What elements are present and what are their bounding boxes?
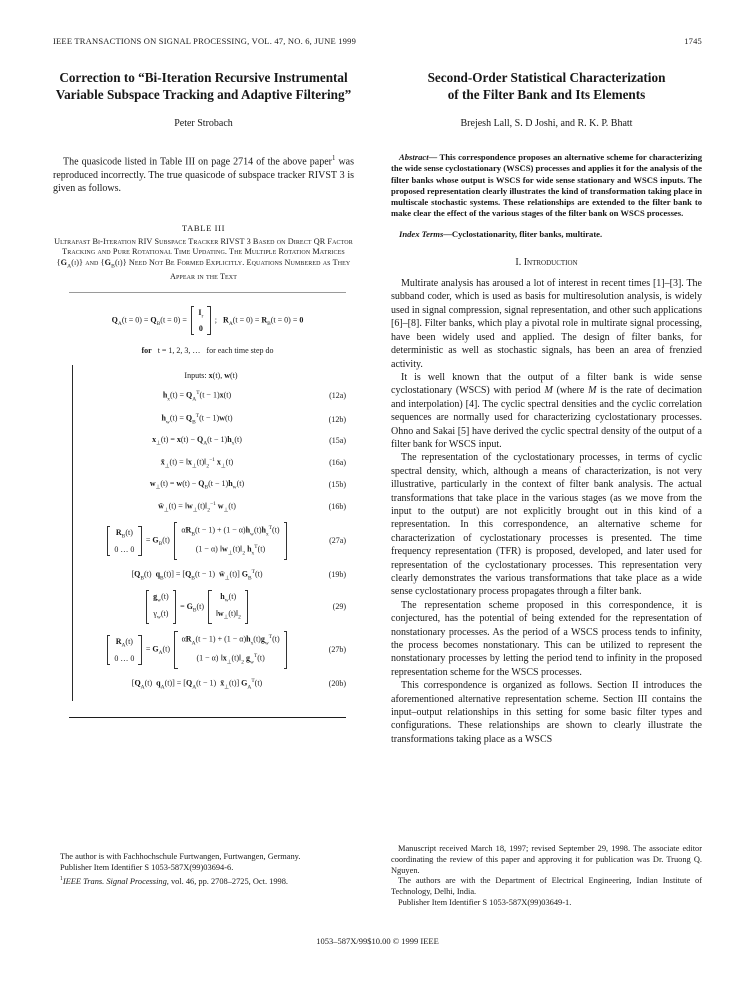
equation-row <box>76 455 346 471</box>
paragraph: It is well known that the output of a filter bank is wide sense cyclostationary (WSCS) with period M (where M is the rate of decimation and interpolation) [4]. The cyclic spectral densities and the cyclic correlation sequences are normally used for characterizing cyclostationary processes. Ohno and Sakai [5] have derived the cyclic spectral density of the output of a filter bank for WSCS input. <box>391 371 702 450</box>
page-header <box>53 36 702 46</box>
paper-title-line1: Second-Order Statistical Characterization <box>427 70 666 85</box>
paragraph: This correspondence is organized as follows. Section II introduces the aforementioned alternative representation scheme. Section III contains the input–output relationships in this setting for some basic filter types and configurations. These relationships are shown to clearly illustrate the transformations taking place as a WSCS <box>391 680 702 745</box>
equation-number: (15a) <box>329 436 346 446</box>
equation-row <box>76 631 346 669</box>
correction-paragraph: The quasicode listed in Table III on page 2714 of the above paper$^1$ was reproduced incorrectly. The true quasicode of subspace tracker RIVST 3 is given as follows. <box>53 155 354 195</box>
equation: $[Q_A(t) q_A(t)] = [Q_A(t - 1)$ $x̄_\perp(t)$] $G_A^T(t)$ <box>131 677 263 691</box>
equation: $R_A(t)$ 0 … 0 = $G_A(t)$ $\alpha R_A(t - 1) + (1 - \alpha)h_x(t)g_w^T(t)$ (1 − α) $‖x_\perp(t)‖_2$ $g_w^T(t)$ <box>76 631 318 669</box>
footnote: The authors are with the Department of Electrical Engineering, Indian Institute of Technology, Delhi, India. <box>391 876 702 897</box>
footnote: Manuscript received March 18, 1997; revised September 29, 1998. The associate editor coordinating the review of this paper and approving it for publication was Dr. Truong Q. Nguyen. <box>391 844 702 875</box>
equation-row <box>76 567 346 583</box>
correction-title-line1: Correction to “Bi-Iteration Recursive Instrumental <box>59 70 348 85</box>
introduction-body <box>391 277 702 746</box>
correction-body <box>53 152 354 196</box>
equation-number: (20b) <box>328 678 346 688</box>
paragraph: The representation of the cyclostationary processes, in terms of cyclic spectral density, which, although a means of characterization, is not very illustrative, particularly in the context of filter bank analysis. The actual transformations that take place in the various stages (as we move from the input to the output) are not explicitly brought out in this kind of a representation. In this correspondence, an alternative scheme for characterization of cyclostationary processes is presented. The time frequency representation (TFR) is proposed, developed, and later used for representation of the cyclostationary processes. This representation very clearly demonstrates the various transformations that take place as a wide sense cyclostationary process propagates through a filter bank. <box>391 452 702 598</box>
footnote: Publisher Item Identifier S 1053-587X(99)03649-1. <box>398 897 572 907</box>
equation-number: (16a) <box>329 458 346 468</box>
page-footer <box>0 936 755 946</box>
section-heading-introduction: I. Introduction <box>515 257 578 269</box>
equation-row <box>76 590 346 624</box>
equation-row <box>76 522 346 560</box>
footnote: $^1$IEEE Trans. Signal Processing, vol. 46, pp. 2708–2725, Oct. 1998. <box>60 875 288 886</box>
equation-number: (19b) <box>328 569 346 579</box>
equation-number: (27b) <box>328 645 346 655</box>
paper-authors: Brejesh Lall, S. D Joshi, and R. K. P. Bhatt <box>460 118 633 129</box>
correction-author: Peter Strobach <box>174 118 233 129</box>
equation-number: (27a) <box>329 536 346 546</box>
equation: $x_\perp(t) = x(t) - Q_A(t - 1)h_x(t)$ <box>152 434 242 447</box>
index-terms: Index Terms—Cyclostationarity, fliter banks, multirate. <box>399 228 603 239</box>
page-number: 1745 <box>684 36 702 46</box>
equation-number: (12b) <box>328 414 346 424</box>
journal-title: IEEE TRANSACTIONS ON SIGNAL PROCESSING, VOL. 47, NO. 6, JUNE 1999 <box>53 36 357 46</box>
equation-row <box>76 479 346 493</box>
table-caption: Ultrafast Bi-Iteration RIV Subspace Tracker RIVST 3 Based on Direct QR Factor Tracking and Pure Rotational Time Updating. The Multiple Rotation Matrices $\{G_A(i)\}$ and $\{G_B(i)\}$ Need Not Be Formed Explicitly. Equations Numbered as They Appear in the Text <box>54 236 353 281</box>
init-equation: $Q_A(t = 0) = Q_B(t = 0)$ = $I_r$ 0 ; $R_A(t = 0) = R_B(t = 0) = 0$ <box>111 307 304 334</box>
abstract: Abstract— This correspondence proposes an alternative scheme for characterizing the wide sense cyclostationary (WSCS) processes and applies it for the analysis of the filter banks whose output is WSCS for wide sense stationary and WSCS inputs. The proposed representation clearly illustrates the kind of transformation taking place in multiscale stochastic systems. These relationships are extended to the filter bank to make clear the effect of the various stages of the filter bank on WSCS processes. <box>391 152 702 219</box>
equation: $[Q_B(t) q_B(t)] = [Q_B(t - 1)$ $w̄_\perp(t)$] $G_B^T(t)$ <box>131 568 263 582</box>
equation: $w̄_\perp(t)$ = $‖w_\perp(t)‖_2^{-1}$ $w_\perp(t)$ <box>158 501 236 514</box>
paper-title <box>391 70 702 103</box>
paper-title-line2: of the Filter Bank and Its Elements <box>447 86 646 102</box>
equation-row <box>76 499 346 515</box>
equation: $R_B(t)$ 0 … 0 = $G_B(t)$ $\alpha R_B(t - 1) + (1 - \alpha)h_w(t)h_x^T(t)$ (1 − α) $‖w_\perp(t)‖_2$ $h_x^T(t)$ <box>76 522 318 560</box>
correction-title-line2: Variable Subspace Tracking and Adaptive Filtering” <box>55 86 352 102</box>
correction-article <box>53 62 354 718</box>
inputs-line: Inputs: x(t), w(t) <box>184 371 238 381</box>
equation-number: (29) <box>332 602 346 612</box>
equation-table <box>69 292 346 718</box>
equation-row <box>76 388 346 404</box>
loop-body <box>72 365 346 701</box>
equation: $w_\perp(t) = w(t) - Q_B(t - 1)h_w(t)$ <box>149 478 245 491</box>
paragraph: Multirate analysis has aroused a lot of interest in recent times [1]–[3]. The subband coder, which is used as basis for multiresolution analysis, is widely used in signal compression, signal representation, and other such applications [6]–[8]. Filter banks, which play a pivotal role in multirate signal processing, have been widely used and applied. The design of filter banks, for deterministic as well as stochastic signals, has been an area of frenzied activity. <box>391 278 702 370</box>
for-loop-line: for t = 1, 2, 3, … for each time step do <box>141 346 274 356</box>
correction-footnotes <box>53 852 354 887</box>
equation-number: (16b) <box>328 502 346 512</box>
table-label: TABLE III <box>181 222 226 233</box>
copyright-line: 1053–587X/99$10.00 © 1999 IEEE <box>316 936 439 946</box>
equation-row <box>76 676 346 692</box>
paper-article <box>391 62 702 746</box>
footnote: Publisher Item Identifier S 1053-587X(99)03694-6. <box>60 862 234 872</box>
equation: $g_w(t)$ $\gamma_w(t)$ = $G_B(t)$ $h_w(t)$ $‖w_\perp(t)‖_2$ <box>76 590 318 624</box>
paper-footnotes <box>391 844 702 909</box>
equation-row <box>76 411 346 427</box>
equation-number: (12a) <box>329 391 346 401</box>
footnote: The author is with Fachhochschule Furtwangen, Furtwangen, Germany. <box>60 852 301 861</box>
correction-title <box>53 70 354 103</box>
equation-number: (15b) <box>328 480 346 490</box>
equation: $x̄_\perp(t)$ = $‖x_\perp(t)‖_2^{-1}$ $x_\perp(t)$ <box>160 457 234 470</box>
equation-row <box>76 435 346 449</box>
equation: $h_x(t) = Q_A^T(t - 1)x(t)$ <box>162 390 232 403</box>
paragraph: The representation scheme proposed in this correspondence, it is conjectured, has the potential of being extended for the representation of nonstationary processes. As the period of a WSCS process tends to infinity, the process becomes nonstationary. This can be utilized to represent the nonstationary processes by letting the period tend to infinity in the proposed representation scheme for the WSCS processes. <box>391 599 702 678</box>
equation: $h_w(t) = Q_B^T(t - 1)w(t)$ <box>161 413 233 426</box>
